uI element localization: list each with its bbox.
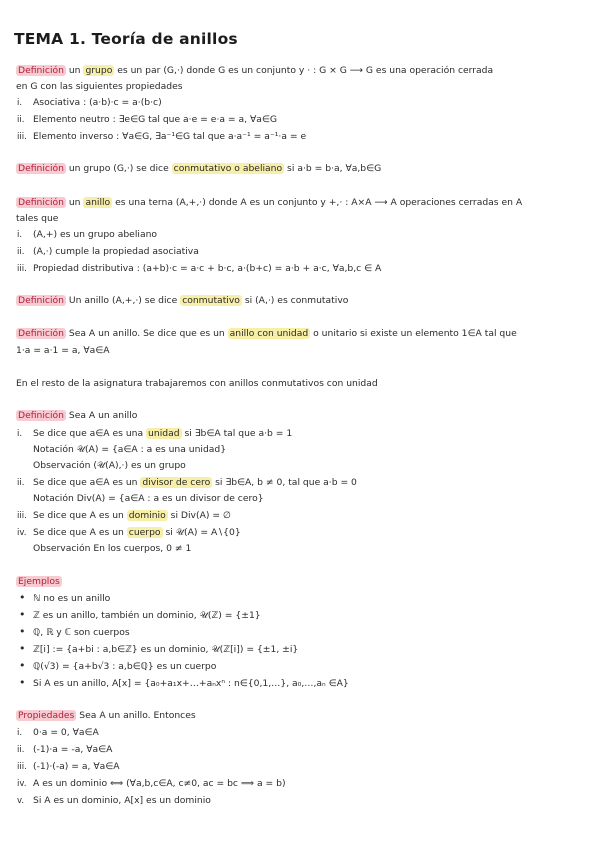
notation-line: Notación 𝒰(A) = {a∈A : a es una unidad} bbox=[33, 444, 227, 455]
marker: i. bbox=[17, 230, 23, 240]
list-item bbox=[19, 659, 217, 673]
def-anillo-line1 bbox=[16, 196, 522, 209]
list-item bbox=[17, 427, 293, 441]
text: A es un dominio ⟺ (∀a,b,c∈A, c≠0, ac = bc ⟹ a = b) bbox=[33, 778, 286, 789]
text: o unitario si existe un elemento 1∈A tal que bbox=[310, 328, 517, 339]
text: (A,+) es un grupo abeliano bbox=[33, 229, 158, 240]
marker: i. bbox=[17, 98, 23, 108]
term-unidad: unidad bbox=[148, 428, 180, 439]
term-conmutativo: conmutativo bbox=[182, 295, 240, 306]
bullet-icon: • bbox=[19, 608, 26, 621]
marker: v. bbox=[17, 796, 25, 806]
list-item bbox=[17, 743, 113, 757]
text: Se dice que a∈A es un bbox=[33, 477, 141, 488]
text: ℤ es un anillo, también un dominio, 𝒰(ℤ) = {±1} bbox=[33, 610, 261, 621]
marker: ii. bbox=[17, 115, 25, 125]
marker: iv. bbox=[17, 528, 27, 538]
def-grupo-line2: en G con las siguientes propiedades bbox=[16, 81, 183, 92]
observation-line: Observación En los cuerpos, 0 ≠ 1 bbox=[33, 543, 192, 554]
text: Sea A un anillo. Se dice que es un bbox=[65, 328, 228, 339]
list-item bbox=[17, 476, 357, 490]
bullet-icon: • bbox=[19, 659, 26, 672]
def-abeliano bbox=[16, 162, 381, 175]
marker: iii. bbox=[17, 511, 27, 521]
list-item bbox=[17, 245, 199, 259]
marker: iii. bbox=[17, 264, 27, 274]
text: ℚ(√3) = {a+b√3 : a,b∈ℚ} es un cuerpo bbox=[33, 661, 217, 672]
text: si Div(A) = ∅ bbox=[167, 510, 231, 521]
text: Si A es un anillo, A[x] = {a₀+a₁x+…+aₙxⁿ : n∈{0,1,…}, a₀,…,aₙ ∈A} bbox=[33, 678, 349, 689]
term-cuerpo: cuerpo bbox=[128, 527, 161, 538]
marker: ii. bbox=[17, 745, 25, 755]
def-anillo-unidad-line2: 1·a = a·1 = a, ∀a∈A bbox=[16, 345, 110, 356]
text: ℚ, ℝ y ℂ son cuerpos bbox=[33, 627, 130, 638]
definition-label: Definición bbox=[18, 328, 64, 339]
list-item bbox=[19, 608, 261, 622]
text: si ∃b∈A, b ≠ 0, tal que a·b = 0 bbox=[212, 477, 357, 488]
list-item bbox=[17, 794, 211, 808]
text: ℕ no es un anillo bbox=[33, 593, 111, 604]
marker: iii. bbox=[17, 762, 27, 772]
examples-heading bbox=[16, 575, 62, 588]
text: Elemento inverso : ∀a∈G, ∃a⁻¹∈G tal que a·a⁻¹ = a⁻¹·a = e bbox=[33, 131, 307, 142]
marker: i. bbox=[17, 728, 23, 738]
definition-label: Definición bbox=[18, 163, 64, 174]
text: Asociativa : (a·b)·c = a·(b·c) bbox=[33, 97, 162, 108]
bullet-icon: • bbox=[19, 676, 26, 689]
bullet-icon: • bbox=[19, 642, 26, 655]
course-note: En el resto de la asignatura trabajaremos con anillos conmutativos con unidad bbox=[16, 378, 378, 389]
text: Se dice que A es un bbox=[33, 527, 127, 538]
definition-label: Definición bbox=[18, 65, 64, 76]
text: es una terna (A,+,·) donde A es un conjunto y +,· : A×A ⟶ A operaciones cerradas en A bbox=[112, 197, 523, 208]
definition-label: Definición bbox=[18, 410, 64, 421]
list-item bbox=[17, 526, 241, 540]
term-grupo: grupo bbox=[85, 65, 113, 76]
text: Propiedad distributiva : (a+b)·c = a·c + b·c, a·(b+c) = a·b + a·c, ∀a,b,c ∈ A bbox=[33, 263, 382, 274]
def-elementos bbox=[16, 409, 137, 422]
text: Se dice que a∈A es una bbox=[33, 428, 147, 439]
list-item bbox=[17, 509, 231, 523]
definition-label: Definición bbox=[18, 295, 64, 306]
term-abeliano: conmutativo o abeliano bbox=[173, 163, 283, 174]
list-item bbox=[17, 760, 120, 774]
notation-line: Notación Div(A) = {a∈A : a es un divisor de cero} bbox=[33, 493, 264, 504]
text: Un anillo (A,+,·) se dice bbox=[65, 295, 181, 306]
marker: iv. bbox=[17, 779, 27, 789]
marker: ii. bbox=[17, 247, 25, 257]
list-item bbox=[17, 96, 162, 110]
text: ℤ[i] := {a+bi : a,b∈ℤ} es un dominio, 𝒰(ℤ[i]) = {±1, ±i} bbox=[33, 644, 299, 655]
list-item bbox=[19, 676, 349, 690]
list-item bbox=[19, 642, 299, 656]
bullet-icon: • bbox=[19, 591, 26, 604]
examples-label: Ejemplos bbox=[18, 576, 60, 587]
def-anillo-conmutativo bbox=[16, 294, 348, 307]
text: (A,·) cumple la propiedad asociativa bbox=[33, 246, 199, 257]
list-item bbox=[17, 113, 278, 127]
observation-line: Observación (𝒰(A),·) es un grupo bbox=[33, 460, 186, 471]
list-item bbox=[17, 130, 307, 144]
text: si a·b = b·a, ∀a,b∈G bbox=[284, 163, 382, 174]
def-grupo-line1 bbox=[16, 64, 493, 77]
text: Sea A un anillo bbox=[65, 410, 138, 421]
marker: i. bbox=[17, 429, 23, 439]
properties-heading bbox=[16, 709, 196, 722]
text: si ∃b∈A tal que a·b = 1 bbox=[181, 428, 293, 439]
def-anillo-line2: tales que bbox=[16, 213, 59, 224]
marker: ii. bbox=[17, 478, 25, 488]
term-divisor-de-cero: divisor de cero bbox=[142, 477, 211, 488]
list-item bbox=[17, 262, 382, 276]
text: Se dice que A es un bbox=[33, 510, 127, 521]
text: Sea A un anillo. Entonces bbox=[76, 710, 196, 721]
def-anillo-unidad-line1 bbox=[16, 327, 517, 340]
list-item bbox=[17, 726, 99, 740]
list-item bbox=[19, 625, 130, 639]
marker: iii. bbox=[17, 132, 27, 142]
text: un grupo (G,·) se dice bbox=[65, 163, 172, 174]
list-item bbox=[17, 228, 158, 242]
text: Si A es un dominio, A[x] es un dominio bbox=[33, 795, 211, 806]
text: (-1)·(-a) = a, ∀a∈A bbox=[33, 761, 120, 772]
text: Elemento neutro : ∃e∈G tal que a·e = e·a = a, ∀a∈G bbox=[33, 114, 278, 125]
text: un bbox=[65, 197, 84, 208]
term-anillo-con-unidad: anillo con unidad bbox=[229, 328, 309, 339]
page-title: TEMA 1. Teoría de anillos bbox=[14, 30, 238, 48]
text: si (A,·) es conmutativo bbox=[241, 295, 349, 306]
list-item bbox=[17, 777, 286, 791]
definition-label: Definición bbox=[18, 197, 64, 208]
properties-label: Propiedades bbox=[18, 710, 75, 721]
list-item bbox=[19, 591, 111, 605]
bullet-icon: • bbox=[19, 625, 26, 638]
text: es un par (G,·) donde G es un conjunto y · : G × G ⟶ G es una operación cerrada bbox=[114, 65, 494, 76]
term-anillo: anillo bbox=[85, 197, 111, 208]
text: 0·a = 0, ∀a∈A bbox=[33, 727, 99, 738]
text: si 𝒰(A) = A∖{0} bbox=[162, 527, 241, 538]
text: (-1)·a = -a, ∀a∈A bbox=[33, 744, 113, 755]
term-dominio: dominio bbox=[128, 510, 166, 521]
text: un bbox=[68, 65, 84, 76]
